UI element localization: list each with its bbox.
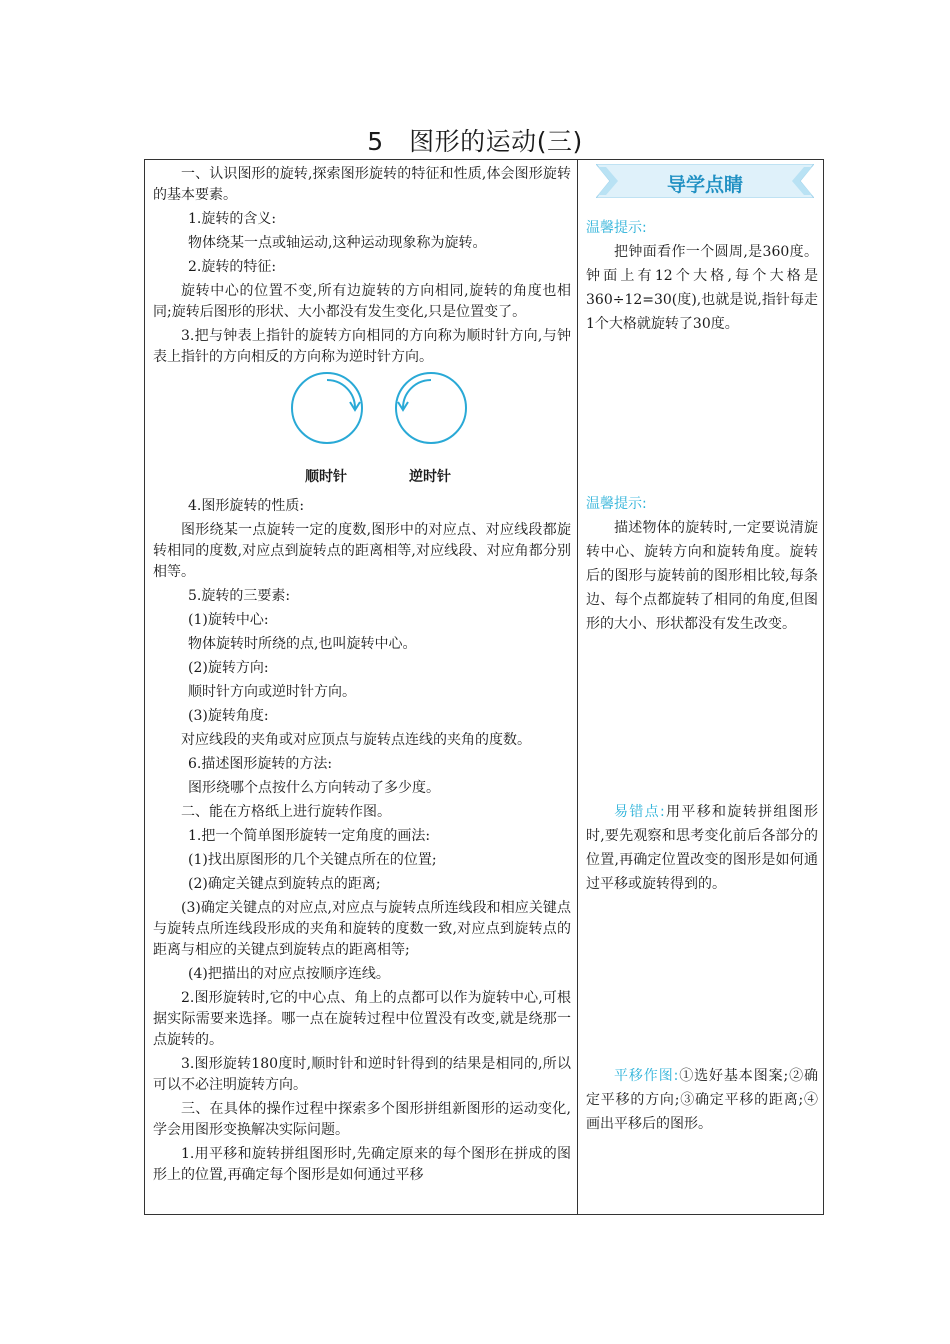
paragraph: 5.旋转的三要素: bbox=[188, 588, 291, 604]
paragraph: 4.图形旋转的性质: bbox=[188, 498, 305, 514]
paragraph: 1.用平移和旋转拼组图形时,先确定原来的每个图形在拼成的图形上的位置,再确定每个图形是如何通过平移 bbox=[153, 1146, 571, 1183]
tip-body: 描述物体的旋转时,一定要说清旋转中心、旋转方向和旋转角度。旋转后的图形与旋转前的图形相比较,每条边、每个点都旋转了相同的角度,但图形的大小、形状都没有发生改变。 bbox=[586, 520, 818, 632]
paragraph: 一、认识图形的旋转,探索图形旋转的特征和性质,体会图形旋转的基本要素。 bbox=[153, 166, 571, 203]
tip-body: ①选好基本图案;②确定平移的方向;③确定平移的距离;④画出平移后的图形。 bbox=[586, 1068, 819, 1132]
side-column bbox=[586, 160, 818, 1210]
clockwise-label: 顺时针 bbox=[305, 469, 347, 485]
paragraph: 6.描述图形旋转的方法: bbox=[188, 756, 333, 772]
paragraph: 对应线段的夹角或对应顶点与旋转点连线的夹角的度数。 bbox=[181, 732, 531, 748]
tip-title: 平移作图: bbox=[614, 1068, 679, 1084]
paragraph: (1)旋转中心: bbox=[188, 612, 269, 628]
paragraph: 图形绕哪个点按什么方向转动了多少度。 bbox=[188, 780, 440, 796]
tip-body: 用平移和旋转拼组图形时,要先观察和思考变化前后各部分的位置,再确定位置改变的图形是如何通过平移或旋转得到的。 bbox=[586, 804, 819, 892]
page-title: 5 图形的运动(三) bbox=[367, 127, 583, 156]
paragraph: 3.把与钟表上指针的旋转方向相同的方向称为顺时针方向,与钟表上指针的方向相反的方向称为逆时针方向。 bbox=[153, 328, 571, 365]
paragraph: (2)旋转方向: bbox=[188, 660, 269, 676]
paragraph: 2.图形旋转时,它的中心点、角上的点都可以作为旋转中心,可根据实际需要来选择。哪一点在旋转过程中位置没有改变,就是绕那一点旋转的。 bbox=[153, 990, 571, 1048]
tip-body: 把钟面看作一个圆周,是360度。钟面上有12个大格,每个大格是360÷12=30(度),也就是说,指针每走1个大格就旋转了30度。 bbox=[586, 244, 818, 332]
counterclockwise-circle bbox=[396, 373, 466, 443]
paragraph: 图形绕某一点旋转一定的度数,图形中的对应点、对应线段都旋转相同的度数,对应点到旋转点的距离相等,对应线段、对应角都分别相等。 bbox=[153, 522, 571, 580]
tip-translation-drawing bbox=[586, 1064, 818, 1136]
banner-title: 导学点睛 bbox=[666, 174, 743, 196]
rotation-direction-figure bbox=[153, 372, 571, 490]
paragraph: (3)旋转角度: bbox=[188, 708, 269, 724]
tip-clock bbox=[586, 216, 818, 336]
paragraph: 三、在具体的操作过程中探索多个图形拼组新图形的运动变化,学会用图形变换解决实际问题。 bbox=[153, 1101, 571, 1138]
tip-title: 易错点: bbox=[614, 804, 665, 820]
main-text-block bbox=[153, 164, 571, 368]
paragraph: 物体绕某一点或轴运动,这种运动现象称为旋转。 bbox=[188, 235, 487, 251]
paragraph: 3.图形旋转180度时,顺时针和逆时针得到的结果是相同的,所以可以不必注明旋转方向。 bbox=[153, 1056, 571, 1093]
paragraph: 1.把一个简单图形旋转一定角度的画法: bbox=[188, 828, 431, 844]
tip-title: 温馨提示: bbox=[586, 496, 647, 512]
paragraph: (4)把描出的对应点按顺序连线。 bbox=[188, 966, 390, 982]
paragraph: (2)确定关键点到旋转点的距离; bbox=[188, 876, 381, 892]
paragraph: 顺时针方向或逆时针方向。 bbox=[188, 684, 356, 700]
paragraph: 1.旋转的含义: bbox=[188, 211, 277, 227]
paragraph: (1)找出原图形的几个关键点所在的位置; bbox=[188, 852, 437, 868]
paragraph: (3)确定关键点的对应点,对应点与旋转点所连线段和相应关键点与旋转点所连线段形成的夹角和旋转的度数一致,对应点到旋转点的距离与相应的关键点到旋转点的距离相等; bbox=[153, 900, 571, 958]
paragraph: 2.旋转的特征: bbox=[188, 259, 277, 275]
paragraph: 旋转中心的位置不变,所有边旋转的方向相同,旋转的角度也相同;旋转后图形的形状、大小都没有发生变化,只是位置变了。 bbox=[153, 283, 571, 320]
column-divider bbox=[577, 160, 578, 1214]
rotation-circles-svg bbox=[153, 372, 571, 490]
clockwise-circle bbox=[292, 373, 362, 443]
paragraph: 物体旋转时所绕的点,也叫旋转中心。 bbox=[188, 636, 417, 652]
guide-banner bbox=[596, 164, 814, 198]
main-column bbox=[153, 164, 571, 1210]
main-text-block-2 bbox=[153, 496, 571, 1186]
tip-mistake bbox=[586, 800, 818, 896]
tip-title: 温馨提示: bbox=[586, 220, 647, 236]
content-table bbox=[144, 159, 824, 1215]
counterclockwise-label: 逆时针 bbox=[409, 469, 451, 485]
paragraph: 二、能在方格纸上进行旋转作图。 bbox=[181, 804, 391, 820]
tip-describe-rotation bbox=[586, 492, 818, 636]
